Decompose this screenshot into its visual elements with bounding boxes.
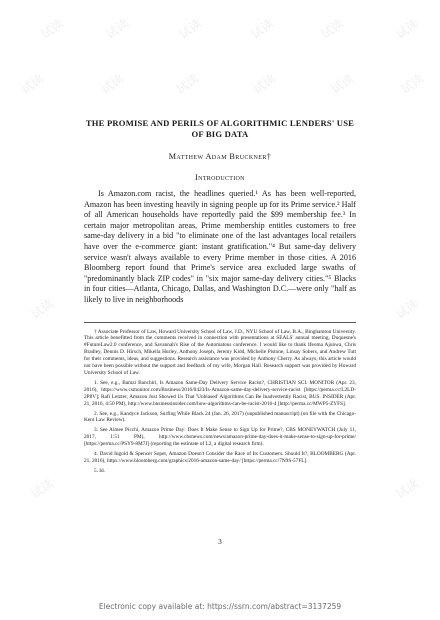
watermark: 试读 bbox=[398, 71, 427, 97]
body-text bbox=[84, 189, 356, 306]
watermark: 试读 bbox=[248, 16, 277, 42]
body-paragraph: Is Amazon.com racist, the headlines queried.¹ As has been well-reported, Amazon has been investing heavily in signing people up for its Prime service.² Half of all American households have reportedly paid the $99 membership fee.³ In certain major metropolitan areas, Prime membership entitles customers to free same-day delivery in a bid "to eliminate one of the last advantages local retailers have over the e-commerce giant: instant gratification."⁴ But same-day delivery service wasn't always available to every Prime member in those cities. A 2016 Bloomberg report found that Prime's service area excluded large swaths of "predominantly black ZIP codes" in "six major same-day delivery cities."⁵ Blacks in four cities—Atlanta, Chicago, Dallas, and Washington D.C.—were only "half as likely to live in neighborhoods bbox=[84, 189, 356, 304]
author-name: Matthew Adam Bruckner† bbox=[168, 152, 272, 161]
footnote-dagger: † Associate Professor of Law, Howard University School of Law, J.D., NYU School of Law, B.A., Binghamton University. This article benefitted from the comments received in connection with presentations at SEALS' annual meeting, Duquesne's #FutureLaw2.0 conference, and Savannah's Rise of the Automatons conference. I would like to thank Ifeoma Ajunwa, Chris Bradley, Dennis D. Hirsch, Mikella Hurley, Anthony Joseph, Jeremy Kidd, Michelle Pistone, Linsay Sobers, and Andrew Tutt for their comments, ideas, and suggestions. Research assistance was provided by Anthony Cherry. As always, this article would not have been possible without the support and feedback of my wife, Morgan Hall. Research support was provided by Howard University School of Law. bbox=[84, 328, 356, 376]
watermark: 试读 bbox=[393, 16, 422, 42]
watermark: 试读 bbox=[250, 71, 279, 97]
watermark: 试读 bbox=[98, 71, 127, 97]
ssrn-footer-link[interactable]: Electronic copy available at: https://ssrn.com/abstract=3137259 bbox=[98, 602, 342, 611]
watermark: 试读 bbox=[28, 296, 57, 322]
article-page bbox=[84, 118, 356, 478]
footnote-2: 2. See, e.g., Kandyce Jackson, Surfing While Black 24 (Jan. 26, 2017) (unpublished manuscript) (on file with the Chicago-Kent Law Review). bbox=[84, 410, 356, 424]
watermark: 试读 bbox=[18, 71, 47, 97]
watermark: 试读 bbox=[393, 476, 422, 502]
footnote-1: 1. See, e.g., Bamzi Banchiri, Is Amazon Same-Day Delivery Service Racist?, CHRISTIAN SCI. MONITOR (Apr. 23, 2016), https://www.csmonitor.com/Business/2016/0423/Is-Amazon-same-day-delivery-service-racist [https://perma.cc/L2LD-2P8V]; Rafi Letzter, Amazon Just Showed Us That 'Unbiased' Algorithms Can Be Inadvertently Racist, BUS. INSIDER (Apr. 21, 2016, 4:50 PM), http://www.businessinsider.com/how-algorithms-can-be-racist-2016-4 [http://perma.cc/MWP5-ZYFS]. bbox=[84, 379, 356, 407]
watermark: 试读 bbox=[393, 296, 422, 322]
page-number: 3 bbox=[218, 538, 222, 546]
article-title: THE PROMISE AND PERILS OF ALGORITHMIC LENDERS' USE OF BIG DATA bbox=[85, 118, 355, 139]
watermark: 试读 bbox=[38, 16, 67, 42]
watermark: 试读 bbox=[176, 16, 205, 42]
footnotes bbox=[84, 322, 356, 475]
watermark: 试读 bbox=[318, 16, 347, 42]
watermark: 试读 bbox=[328, 71, 357, 97]
watermark: 试读 bbox=[28, 476, 57, 502]
section-heading: Introduction bbox=[195, 173, 245, 182]
footnote-4: 4. David Ingold & Spencer Soper, Amazon Doesn't Consider the Race of Its Customers. Should It?, BLOOMBERG (Apr. 21, 2016), https://www.bloomberg.com/graphics/2016-amazon-same-day/ [https://perma.cc/7N9S-57FL]. bbox=[84, 451, 356, 464]
watermark: 试读 bbox=[103, 16, 132, 42]
watermark: 试读 bbox=[173, 71, 202, 97]
footnote-3: 3. See Aimee Picchi, Amazon Prime Day: Does It Make Sense to Sign Up for Prime?, CBS MONEYWATCH (July 11, 2017, 1:51 PM), http://www.cbsnews.com/news/amazon-prime-day-does-it-make-sense-to-sign-up-for-prime/ [https://perma.cc/PSY9-8M7J] (reporting the estimate of L2, a digital research firm). bbox=[84, 427, 356, 448]
footnote-5: 5. Id. bbox=[94, 467, 106, 474]
